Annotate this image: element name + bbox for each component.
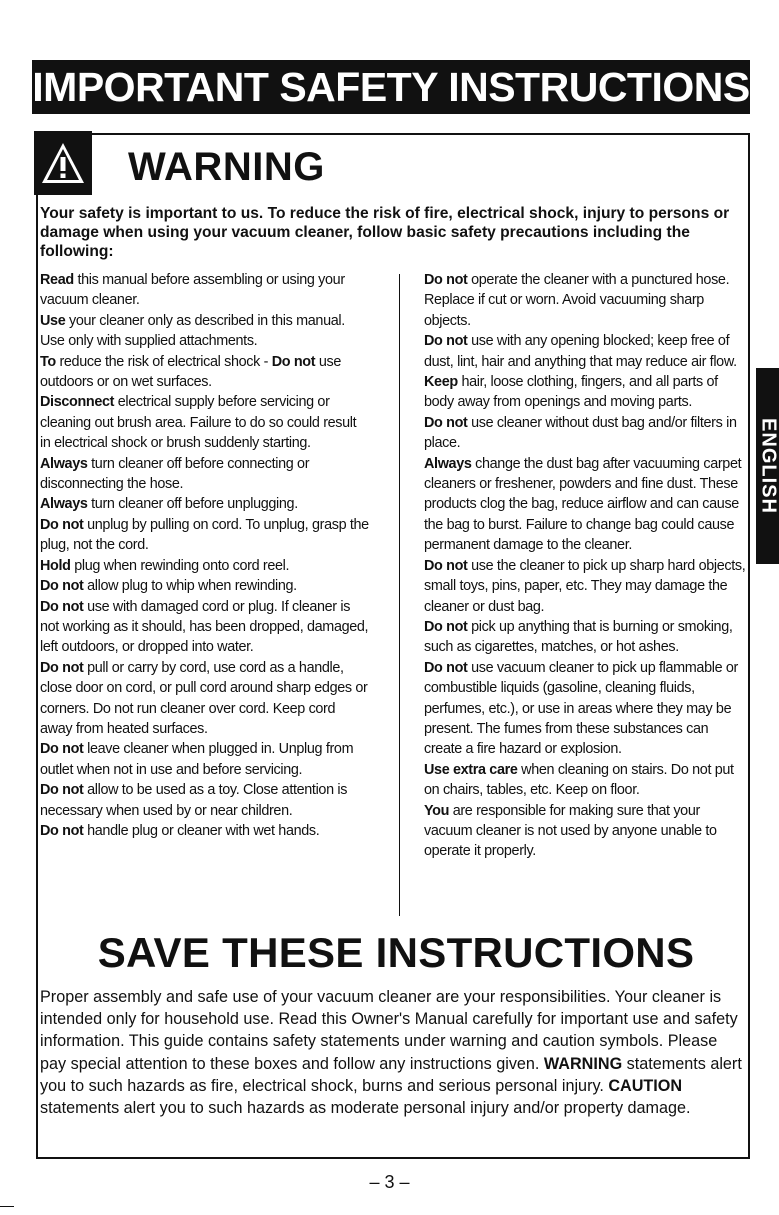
safety-item-text: electrical supply before servicing or cleaning out brush area. Failure to do so could result in electrical shock or brush suddenly starting.: [40, 394, 357, 452]
safety-item: [40, 597, 370, 658]
safety-item-text: leave cleaner when plugged in. Unplug from outlet when not in use and before servicing.: [40, 741, 354, 778]
safety-item-lead: Do not: [40, 782, 84, 799]
safety-item-lead: Do not: [40, 822, 84, 839]
safety-item-lead: Keep: [424, 374, 458, 391]
safety-item-lead: Always: [40, 455, 88, 472]
safety-item-text: use vacuum cleaner to pick up flammable or combustible liquids (gasoline, cleaning fluids, perfumes, etc.), or use in areas where they may be present. The fumes from these substances can create a fire hazard or explosion.: [424, 659, 738, 758]
safety-item: [40, 515, 370, 556]
column-divider: [399, 274, 400, 916]
safety-item-text: unplug by pulling on cord. To unplug, grasp the plug, not the cord.: [40, 516, 369, 554]
safety-item-lead: Do not: [424, 272, 468, 288]
safety-item-lead: Hold: [40, 557, 71, 574]
safety-item: [40, 392, 370, 453]
safety-item: [40, 739, 370, 780]
safety-item-lead: Do not: [40, 598, 84, 615]
safety-item-text: change the dust bag after vacuuming carpet cleaners or freshener, powders and fine dust. These products clog the bag, reduce airflow and can cause the bag to burst. Failure to change bag could cause permanent damage to the cleaner.: [424, 455, 742, 554]
safety-item-lead: Do not: [40, 516, 84, 533]
safety-item-text: operate the cleaner with a punctured hose. Replace if cut or worn. Avoid vacuuming sharp objects.: [424, 272, 730, 329]
safety-item-text: are responsible for making sure that your vacuum cleaner is not used by anyone unable to operate it properly.: [424, 802, 717, 860]
safety-item-text: plug when rewinding onto cord reel.: [70, 557, 290, 574]
left-column: [40, 270, 370, 841]
safety-item-text: allow to be used as a toy. Close attention is necessary when used by or near children.: [40, 782, 348, 819]
closing-text-1: Proper assembly and safe use of your vacuum cleaner are your responsibilities. Your cleaner is intended only for household use. Read this Owner's Manual carefully for important use and safety information. This guide contains safety statements under warning and caution symbols. Please pay special attention to these boxes and follow any instructions given.: [40, 988, 738, 1073]
warning-triangle-icon: [40, 141, 86, 185]
safety-item-emphasis: Do not: [271, 353, 316, 370]
right-column: [424, 270, 746, 862]
safety-item: [424, 617, 746, 658]
safety-item-lead: Use: [40, 312, 66, 329]
safety-item-text: use cleaner without dust bag and/or filters in place.: [424, 414, 737, 452]
warning-heading: WARNING: [128, 145, 325, 189]
language-tab: [756, 368, 779, 564]
safety-item-lead: Disconnect: [40, 394, 115, 411]
safety-item-text: allow plug to whip when rewinding.: [83, 578, 297, 595]
safety-item-text: use outdoors or on wet surfaces.: [40, 353, 341, 391]
page-title: IMPORTANT SAFETY INSTRUCTIONS: [32, 60, 750, 114]
safety-item: [424, 801, 746, 862]
safety-item-lead: Always: [424, 455, 472, 472]
safety-item: [40, 494, 370, 514]
safety-item: [40, 454, 370, 495]
safety-item-lead: Use extra care: [424, 761, 518, 778]
safety-item-text: hair, loose clothing, fingers, and all parts of body away from openings and moving parts.: [424, 374, 718, 411]
safety-item-lead: Do not: [424, 333, 468, 350]
safety-item: [424, 760, 746, 801]
safety-item-text: handle plug or cleaner with wet hands.: [83, 822, 320, 839]
safety-item: [40, 311, 370, 352]
safety-item-lead: Do not: [424, 618, 468, 635]
safety-item: [40, 780, 370, 821]
closing-text-2: statements alert you to such hazards as fire, electrical shock, burns and serious personal injury.: [40, 1054, 742, 1095]
safety-item-lead: Read: [40, 272, 74, 288]
closing-text-3: statements alert you to such hazards as moderate personal injury and/or property damage.: [40, 1099, 691, 1118]
safety-item: [40, 576, 370, 596]
safety-item-text: use the cleaner to pick up sharp hard objects, small toys, pins, paper, etc. They may damage the cleaner or dust bag.: [424, 557, 746, 615]
safety-item-text: use with any opening blocked; keep free of dust, lint, hair and anything that may reduce air flow.: [424, 333, 737, 370]
safety-item-lead: Do not: [424, 659, 468, 676]
safety-item-lead: Do not: [424, 414, 468, 431]
safety-item: [424, 372, 746, 413]
caution-word: CAUTION: [608, 1076, 683, 1095]
safety-item-text: pull or carry by cord, use cord as a handle, close door on cord, or pull cord around sharp edges or corners. Do not run cleaner over cord. Keep cord away from heated surfaces.: [40, 659, 368, 737]
save-instructions-heading: SAVE THESE INSTRUCTIONS: [97, 929, 695, 976]
safety-item-text: reduce the risk of electrical shock -: [55, 353, 272, 370]
safety-item-text: turn cleaner off before connecting or disconnecting the hose.: [40, 455, 310, 493]
safety-item-text: your cleaner only as described in this manual. Use only with supplied attachments.: [40, 312, 345, 350]
safety-item: [424, 658, 746, 760]
safety-item-text: this manual before assembling or using your vacuum cleaner.: [40, 272, 345, 309]
closing-paragraph: [40, 986, 746, 1119]
language-tab-label: ENGLISH: [757, 418, 779, 514]
safety-item-lead: Always: [40, 496, 88, 513]
safety-item-lead: To: [40, 353, 56, 370]
safety-item: [424, 331, 746, 372]
safety-item: [424, 270, 746, 331]
safety-item: [424, 556, 746, 617]
safety-item-text: pick up anything that is burning or smoking, such as cigarettes, matches, or hot ashes.: [424, 618, 733, 656]
page-number: – 3 –: [369, 1172, 410, 1192]
warning-intro: Your safety is important to us. To reduce the risk of fire, electrical shock, injury to persons or damage when using your vacuum cleaner, follow basic safety precautions including the following:: [40, 205, 730, 260]
safety-item: [40, 658, 370, 740]
safety-item-text: when cleaning on stairs. Do not put on chairs, tables, etc. Keep on floor.: [424, 761, 734, 799]
safety-item: [40, 821, 370, 841]
safety-item: [40, 270, 370, 311]
corner-mark: [0, 1206, 14, 1207]
warning-word: WARNING: [543, 1054, 623, 1073]
safety-item: [424, 454, 746, 556]
safety-item-text: turn cleaner off before unplugging.: [87, 496, 298, 513]
safety-item-lead: Do not: [40, 578, 84, 595]
warning-icon-block: [34, 131, 92, 195]
safety-item-lead: You: [424, 802, 450, 819]
safety-item: [424, 413, 746, 454]
safety-item-lead: Do not: [424, 557, 468, 574]
safety-item: [40, 556, 370, 576]
safety-item-lead: Do not: [40, 659, 84, 676]
warning-header: [36, 133, 436, 203]
safety-item-text: use with damaged cord or plug. If cleaner is not working as it should, has been dropped, damaged, left outdoors, or dropped into water.: [40, 598, 369, 656]
safety-item-lead: Do not: [40, 741, 84, 758]
safety-item: [40, 352, 370, 393]
